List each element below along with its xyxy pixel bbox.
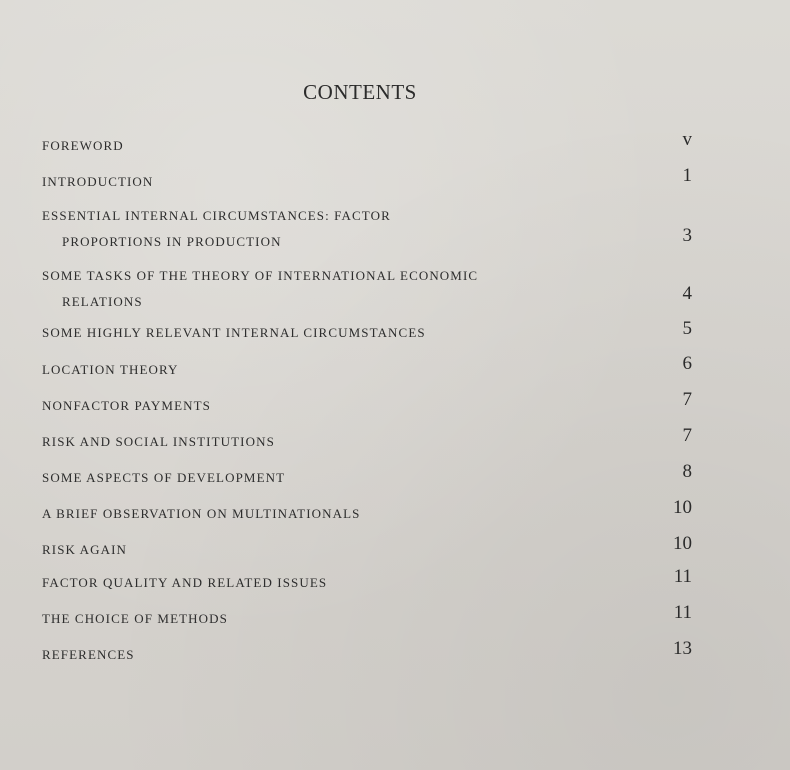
toc-entry-title-continued: RELATIONS [62,294,143,309]
toc-entry-factor-quality [42,566,692,596]
toc-entry-title: FOREWORD [42,138,124,153]
toc-entry-title: ESSENTIAL INTERNAL CIRCUMSTANCES: FACTOR [42,208,391,223]
toc-entry-title-continued: PROPORTIONS IN PRODUCTION [62,234,282,249]
page-title: CONTENTS [303,80,417,104]
toc-entry-page: 7 [682,389,692,410]
toc-entry-page: 10 [673,533,692,554]
toc-entry-title: RISK AND SOCIAL INSTITUTIONS [42,434,275,449]
toc-entry-title: LOCATION THEORY [42,362,179,377]
toc-entry-title: A BRIEF OBSERVATION ON MULTINATIONALS [42,506,361,521]
toc-entry-page: 3 [682,225,692,246]
toc-entry-risk-again [42,533,692,563]
toc-entry-page: 10 [673,497,692,518]
toc-entry-page: v [682,129,692,150]
toc-entry-page: 5 [682,318,692,339]
toc-entry-page: 6 [682,353,692,374]
toc-entry-page: 11 [673,602,692,623]
toc-entry-page: 11 [673,566,692,587]
toc-entry-choice-of-methods [42,602,692,632]
toc-entry-page: 13 [673,638,692,659]
toc-entry-title: THE CHOICE OF METHODS [42,611,228,626]
toc-entry-title: REFERENCES [42,647,135,662]
toc-entry-title: SOME TASKS OF THE THEORY OF INTERNATIONAL ECONOMIC [42,268,479,283]
toc-entry-introduction [42,165,692,195]
toc-entry-risk-social [42,425,692,455]
toc-entry-multinationals [42,497,692,527]
toc-entry-page: 1 [682,165,692,186]
toc-entry-title: SOME ASPECTS OF DEVELOPMENT [42,470,286,485]
toc-entry-essential-internal-circumstances [42,203,692,255]
toc-entry-nonfactor-payments [42,389,692,419]
toc-entry-highly-relevant [42,320,692,346]
toc-entry-title: RISK AGAIN [42,542,128,557]
toc-entry-title: NONFACTOR PAYMENTS [42,398,211,413]
toc-entry-title: FACTOR QUALITY AND RELATED ISSUES [42,575,328,590]
toc-entry-title: INTRODUCTION [42,174,154,189]
toc-entry-page: 4 [682,283,692,304]
toc-entry-foreword [42,129,692,159]
toc-entry-references [42,638,692,668]
toc-entry-title: SOME HIGHLY RELEVANT INTERNAL CIRCUMSTANCES [42,325,426,340]
toc-entry-page: 8 [682,461,692,482]
toc-entry-location-theory [42,353,692,383]
toc-entry-page: 7 [682,425,692,446]
toc-entry-some-tasks [42,263,692,315]
toc-entry-development [42,461,692,491]
